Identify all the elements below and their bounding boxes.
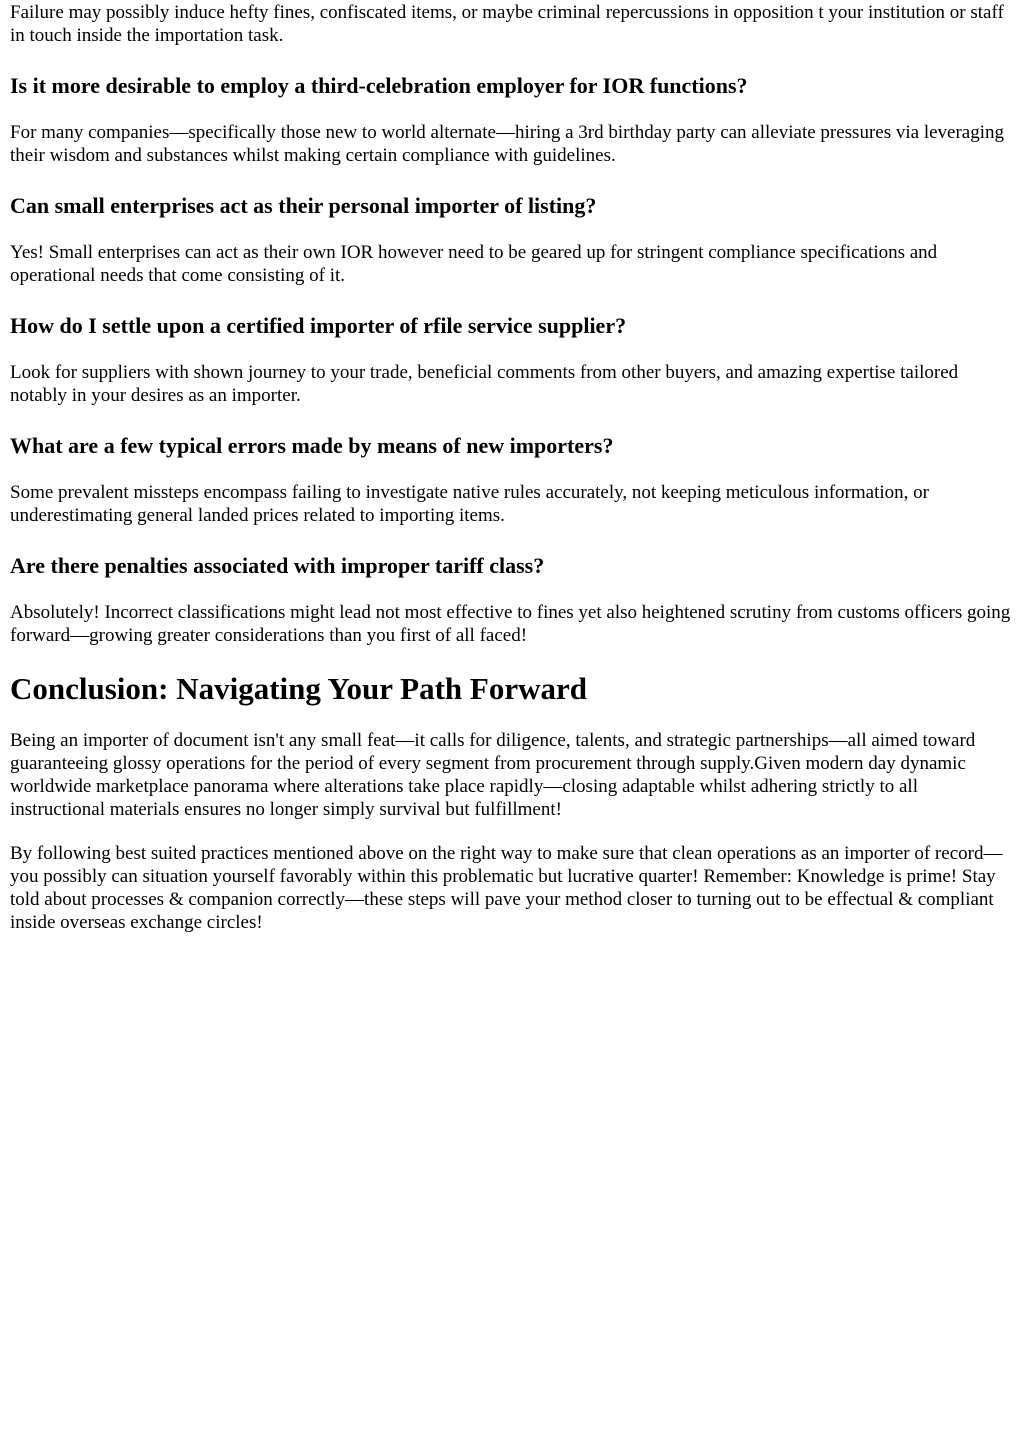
conclusion-heading: Conclusion: Navigating Your Path Forward [10, 671, 587, 706]
faq-question: How do I settle upon a certified importer of rfile service supplier? [10, 313, 627, 338]
faq-item [10, 73, 1014, 167]
conclusion-paragraph: Being an importer of document isn't any small feat—it calls for diligence, talents, and strategic partnerships—all aimed toward guaranteeing glossy operations for the period of every segment from procurement through supply.Given modern day dynamic worldwide marketplace panorama where alterations take place rapidly—closing adaptable whilst adhering strictly to all instructional materials ensures no longer simply survival but fulfillment! [10, 730, 976, 820]
faq-item [10, 433, 1014, 527]
faq-item [10, 313, 1014, 407]
faq-question: What are a few typical errors made by means of new importers? [10, 433, 614, 458]
conclusion-section [10, 671, 1014, 934]
conclusion-paragraph: By following best suited practices mentioned above on the right way to make sure that clean operations as an importer of record—you possibly can situation yourself favorably within this problematic but lucrative quarter! Remember: Knowledge is prime! Stay told about processes & companion correctly—these steps will pave your method closer to turning out to be effectual & compliant inside overseas exchange circles! [10, 843, 1003, 933]
faq-question: Can small enterprises act as their personal importer of listing? [10, 193, 597, 218]
faq-question: Are there penalties associated with improper tariff class? [10, 553, 545, 578]
faq-answer: For many companies—specifically those new to world alternate—hiring a 3rd birthday party can alleviate pressures via leveraging their wisdom and substances whilst making certain compliance with guidelines. [10, 122, 1005, 166]
faq-answer: Absolutely! Incorrect classifications might lead not most effective to fines yet also heightened scrutiny from customs officers going forward—growing greater considerations than you first of all faced! [10, 602, 1011, 646]
faq-item [10, 193, 1014, 287]
faq-question: Is it more desirable to employ a third-celebration employer for IOR functions? [10, 73, 748, 98]
faq-item [10, 553, 1014, 647]
faq-answer: Yes! Small enterprises can act as their own IOR however need to be geared up for stringent compliance specifications and operational needs that come consisting of it. [10, 242, 938, 286]
faq-answer: Look for suppliers with shown journey to your trade, beneficial comments from other buyers, and amazing expertise tailored notably in your desires as an importer. [10, 362, 959, 406]
intro-paragraph: Failure may possibly induce hefty fines, confiscated items, or maybe criminal repercussions in opposition t your institution or staff in touch inside the importation task. [10, 2, 1004, 46]
article-body [0, 1, 1024, 934]
faq-answer: Some prevalent missteps encompass failing to investigate native rules accurately, not keeping meticulous information, or underestimating general landed prices related to importing items. [10, 482, 929, 526]
